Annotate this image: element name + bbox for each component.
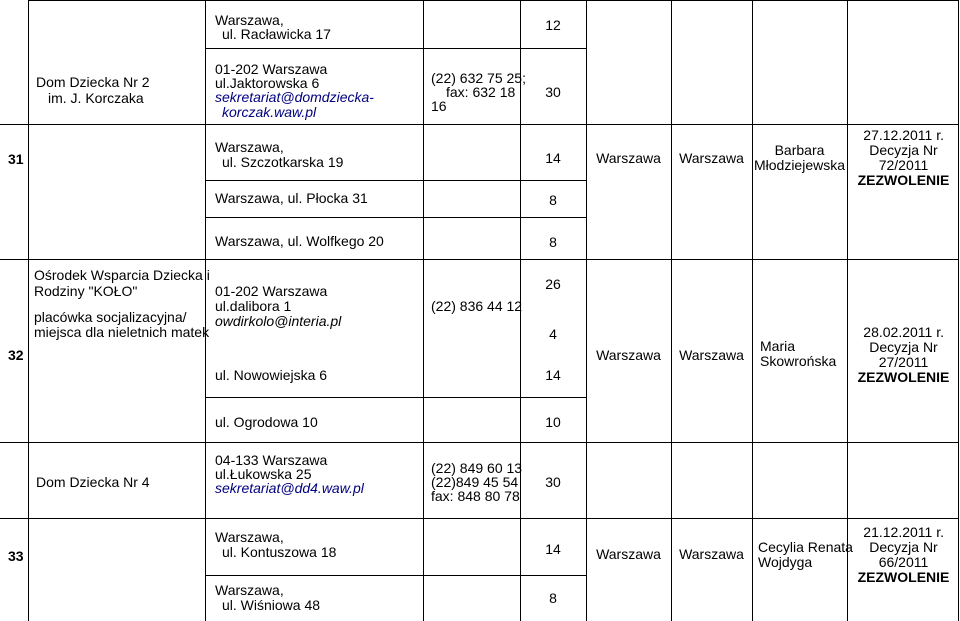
phone-line: (22) 836 44 12 xyxy=(431,298,523,314)
address-line: ul. Wiśniowa 48 xyxy=(222,597,321,613)
row-number: 32 xyxy=(8,347,24,363)
phone-line: (22)849 45 54 xyxy=(431,474,519,490)
city-cell: Warszawa xyxy=(596,150,661,166)
decision-label: Decyzja Nr xyxy=(869,539,938,555)
place-count: 10 xyxy=(545,414,561,430)
place-count: 26 xyxy=(545,276,561,292)
address-line: 01-202 Warszawa xyxy=(215,61,328,77)
email-link[interactable]: sekretariat@dd4.waw.pl xyxy=(215,480,364,496)
institution-name: miejsca dla nieletnich matek xyxy=(34,324,210,340)
address-line: 04-133 Warszawa xyxy=(215,452,328,468)
email-link[interactable]: sekretariat@domdziecka- xyxy=(215,89,374,105)
place-count: 14 xyxy=(545,150,561,166)
decision-number: 66/2011 xyxy=(878,554,929,570)
address-line: ul. Racławicka 17 xyxy=(222,26,331,42)
address-line: ul. Kontuszowa 18 xyxy=(222,544,337,560)
row-number: 33 xyxy=(8,548,24,564)
decision-date: 21.12.2011 r. xyxy=(863,524,944,540)
address-line: Warszawa, xyxy=(215,139,284,155)
place-count: 4 xyxy=(549,326,557,342)
row-number: 31 xyxy=(8,151,24,167)
place-count: 12 xyxy=(545,17,561,33)
person-name: Skowrońska xyxy=(760,353,837,369)
place-count: 30 xyxy=(545,84,561,100)
city-cell: Warszawa xyxy=(679,347,744,363)
place-count: 8 xyxy=(549,590,557,606)
institution-name: Ośrodek Wsparcia Dziecka i xyxy=(34,267,210,283)
institution-name: im. J. Korczaka xyxy=(48,90,144,106)
phone-line: fax: 632 18 xyxy=(446,84,516,100)
decision-label: Decyzja Nr xyxy=(869,142,938,158)
institution-name: Rodziny "KOŁO" xyxy=(34,283,138,299)
institution-name: Dom Dziecka Nr 2 xyxy=(36,74,150,90)
place-count: 8 xyxy=(549,234,557,250)
decision-type: ZEZWOLENIE xyxy=(857,569,950,585)
address-line: Warszawa, xyxy=(215,12,284,28)
place-count: 30 xyxy=(545,474,561,490)
address-line: Warszawa, xyxy=(215,582,284,598)
person-name: Maria xyxy=(760,338,796,354)
address-line: ul.Jaktorowska 6 xyxy=(215,75,320,91)
address-line: Warszawa, ul. Płocka 31 xyxy=(215,190,368,206)
person-name: Cecylia Renata xyxy=(758,539,853,555)
address-line: 01-202 Warszawa xyxy=(215,283,328,299)
decision-date: 28.02.2011 r. xyxy=(863,324,944,340)
address-line: ul. Szczotkarska 19 xyxy=(222,154,344,170)
decision-number: 27/2011 xyxy=(878,354,929,370)
decision-date: 27.12.2011 r. xyxy=(863,127,944,143)
decision-type: ZEZWOLENIE xyxy=(857,369,950,385)
address-line: Warszawa, xyxy=(215,529,284,545)
city-cell: Warszawa xyxy=(679,150,744,166)
email-link[interactable]: korczak.waw.pl xyxy=(222,104,317,120)
address-line: ul. Ogrodowa 10 xyxy=(215,414,318,430)
address-line: ul.Łukowska 25 xyxy=(215,466,312,482)
address-line: Warszawa, ul. Wolfkego 20 xyxy=(215,233,384,249)
decision-number: 72/2011 xyxy=(878,157,929,173)
phone-line: 16 xyxy=(431,98,447,114)
person-name: Wojdyga xyxy=(758,554,813,570)
decision-label: Decyzja Nr xyxy=(869,339,938,355)
place-count: 8 xyxy=(549,192,557,208)
email-link[interactable]: owdirkolo@interia.pl xyxy=(215,313,342,329)
decision-type: ZEZWOLENIE xyxy=(857,172,950,188)
city-cell: Warszawa xyxy=(596,546,661,562)
institution-name: Dom Dziecka Nr 4 xyxy=(36,474,150,490)
phone-line: fax: 848 80 78 xyxy=(431,488,520,504)
city-cell: Warszawa xyxy=(679,546,744,562)
address-line: ul.dalibora 1 xyxy=(215,298,292,314)
phone-line: (22) 849 60 13 xyxy=(431,460,523,476)
person-name: Barbara xyxy=(774,142,825,158)
place-count: 14 xyxy=(545,367,561,383)
phone-line: (22) 632 75 25; xyxy=(431,70,526,86)
address-line: ul. Nowowiejska 6 xyxy=(215,367,328,383)
place-count: 14 xyxy=(545,541,561,557)
person-name: Młodziejewska xyxy=(753,157,846,173)
institution-name: placówka socjalizacyjna/ xyxy=(34,309,187,325)
city-cell: Warszawa xyxy=(596,347,661,363)
